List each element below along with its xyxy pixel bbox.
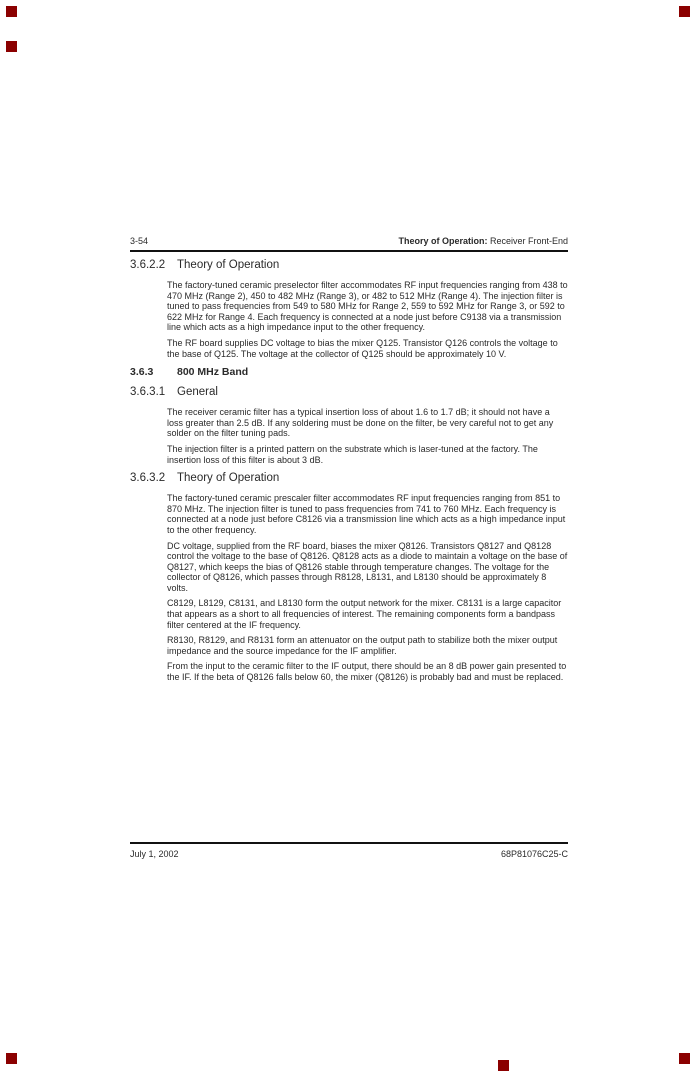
footer-document-number: 68P81076C25-C [500, 848, 568, 859]
footer-rule [130, 842, 568, 844]
registration-mark-top-right [679, 6, 690, 17]
section-number: 3.6.3 [130, 366, 154, 379]
section-title: Theory of Operation [177, 472, 280, 485]
registration-mark-bottom-center [498, 1060, 509, 1071]
footer-date: July 1, 2002 [130, 848, 179, 859]
section-heading-3.6.3.2 [130, 472, 568, 485]
running-title-bold: Theory of Operation: [398, 236, 488, 246]
registration-mark-left [6, 41, 17, 52]
page-footer [130, 842, 568, 860]
section-number: 3.6.2.2 [130, 259, 166, 271]
registration-mark-bottom-right [679, 1053, 690, 1064]
document-body [130, 259, 568, 688]
section-title: General [177, 386, 218, 399]
paragraph: C8129, L8129, C8131, and L8130 form the output network for the mixer. C8131 is a large capacitor that appears as a short to all frequencies of interest. The remaining components form a bandpass filter centered at the IF frequency. [167, 598, 562, 630]
running-title [398, 236, 568, 247]
registration-mark-top-left [6, 6, 17, 17]
page-header [130, 236, 568, 252]
paragraph: The receiver ceramic filter has a typical insertion loss of about 1.6 to 1.7 dB; it should not have a loss greater than 2.5 dB. If any soldering must be done on the filter, be very careful not to get any solder on the filter tuning pads. [167, 407, 554, 439]
paragraph: From the input to the ceramic filter to the IF output, there should be an 8 dB power gain presented to the IF. If the beta of Q8126 falls below 60, the mixer (Q8126) is probably bad and must be replaced. [167, 661, 567, 683]
registration-mark-bottom-left [6, 1053, 17, 1064]
section-heading-3.6.2.2 [130, 259, 568, 272]
paragraph: The injection filter is a printed pattern on the substrate which is laser-tuned at the factory. The insertion loss of this filter is about 3 dB. [167, 443, 538, 465]
section-number: 3.6.3.1 [130, 386, 166, 399]
paragraph: DC voltage, supplied from the RF board, biases the mixer Q8126. Transistors Q8127 and Q8128 control the voltage to the base of Q8126. Q8128 acts as a diode to maintain a voltage on the base of Q8127, which keeps the bias of Q8126 stable through temperature changes. The voltage for the collector of Q8126, which passes through R8128, L8131, and L8130 should be approximately 8 volts. [167, 540, 568, 593]
section-title: Theory of Operation [177, 259, 280, 271]
paragraph: R8130, R8129, and R8131 form an attenuator on the output path to stabilize both the mixer output impedance and the source impedance for the IF amplifier. [167, 635, 558, 656]
section-heading-3.6.3.1 [130, 386, 568, 399]
section-heading-3.6.3 [130, 366, 568, 378]
paragraph: The factory-tuned ceramic prescaler filter accommodates RF input frequencies ranging from 851 to 870 MHz. The injection filter is tuned to pass frequencies from 741 to 760 MHz. Each frequency is connected at a node just before C8126 via a transmission line which acts as a high impedance input to the other frequency. [167, 493, 566, 535]
page-number: 3-54 [130, 236, 149, 246]
header-rule [130, 250, 568, 252]
paragraph: The RF board supplies DC voltage to bias the mixer Q125. Transistor Q126 controls the voltage to the base of Q125. The voltage at the collector of Q125 should be approximately 10 V. [167, 337, 558, 359]
section-title: 800 MHz Band [177, 366, 249, 379]
section-number: 3.6.3.2 [130, 472, 166, 485]
running-title-normal: Receiver Front-End [487, 236, 568, 246]
paragraph: The factory-tuned ceramic preselector filter accommodates RF input frequencies ranging from 438 to 470 MHz (Range 2), 450 to 482 MHz (Range 3), or 482 to 512 MHz (Range 4). The injection filter is tuned to pass frequencies from 549 to 580 MHz for Range 2, 559 to 592 MHz for Range 3, or 592 to 622 MHz for Range 4. Each frequency is connected at a node just before C9138 via a transmission line which acts as a high impedance input to the other frequency. [167, 280, 568, 333]
